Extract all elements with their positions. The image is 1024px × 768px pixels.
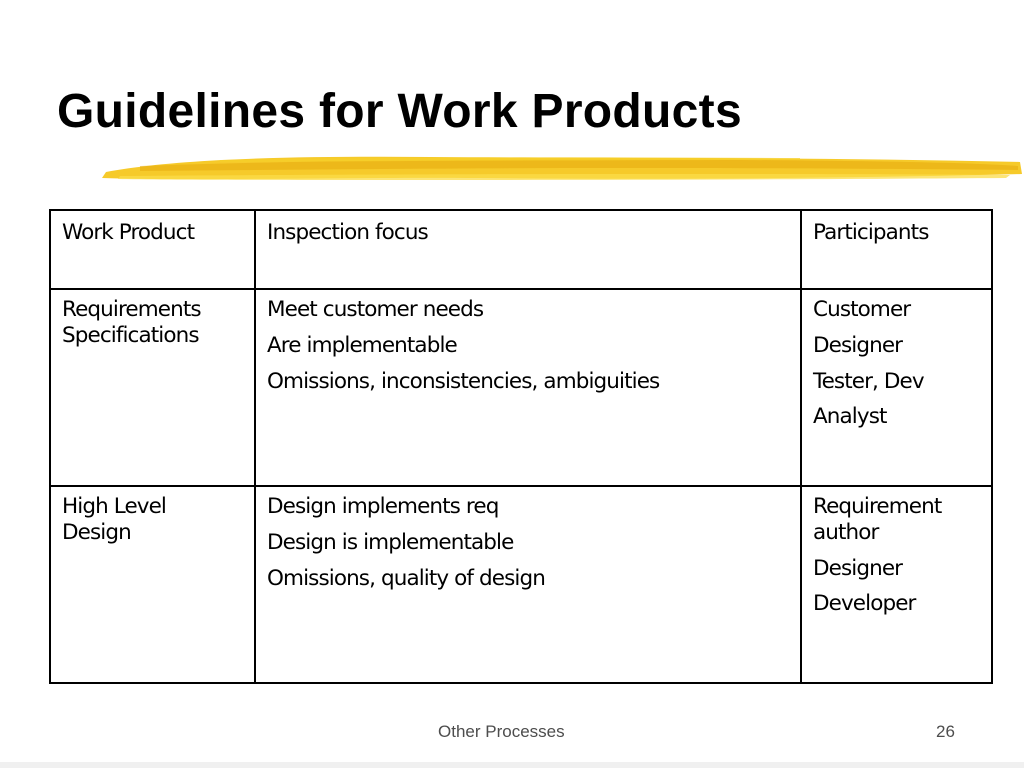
table-row-high-level-design [50, 486, 992, 683]
footer-section-title: Other Processes [438, 722, 565, 741]
participant-item: Requirement author [813, 494, 942, 545]
participant-item: Tester, Dev [813, 368, 924, 394]
focus-item: Are implementable [267, 332, 457, 358]
brush-stroke-underline [100, 148, 1024, 188]
focus-item: Design implements req [267, 494, 499, 519]
focus-item: Omissions, quality of design [267, 565, 545, 591]
participant-item: Analyst [813, 404, 887, 430]
table-header-row [50, 210, 992, 289]
work-product-cell [50, 289, 255, 486]
work-products-table [49, 209, 993, 684]
focus-item: Design is implementable [267, 529, 514, 555]
inspection-focus-cell [255, 289, 801, 486]
header-cell-participants: Participants [801, 210, 992, 289]
focus-item: Omissions, inconsistencies, ambiguities [267, 368, 660, 394]
participants-cell [801, 289, 992, 486]
work-product-line: Specifications [62, 322, 199, 348]
inspection-focus-cell [255, 486, 801, 683]
bottom-divider [0, 762, 1024, 768]
participant-item: Designer [813, 555, 903, 581]
table-row-requirements [50, 289, 992, 486]
focus-item: Meet customer needs [267, 297, 484, 322]
work-product-line: Requirements [62, 297, 201, 322]
participants-cell [801, 486, 992, 683]
participant-item: Designer [813, 332, 903, 358]
participant-item: Customer [813, 297, 911, 322]
work-product-line: Design [62, 519, 131, 545]
slide-title: Guidelines for Work Products [57, 85, 742, 138]
participant-item: Developer [813, 591, 916, 617]
work-product-cell [50, 486, 255, 683]
work-product-line: High Level [62, 494, 167, 519]
header-cell-work-product: Work Product [50, 210, 255, 289]
header-cell-inspection-focus: Inspection focus [255, 210, 801, 289]
page-number: 26 [936, 722, 955, 741]
